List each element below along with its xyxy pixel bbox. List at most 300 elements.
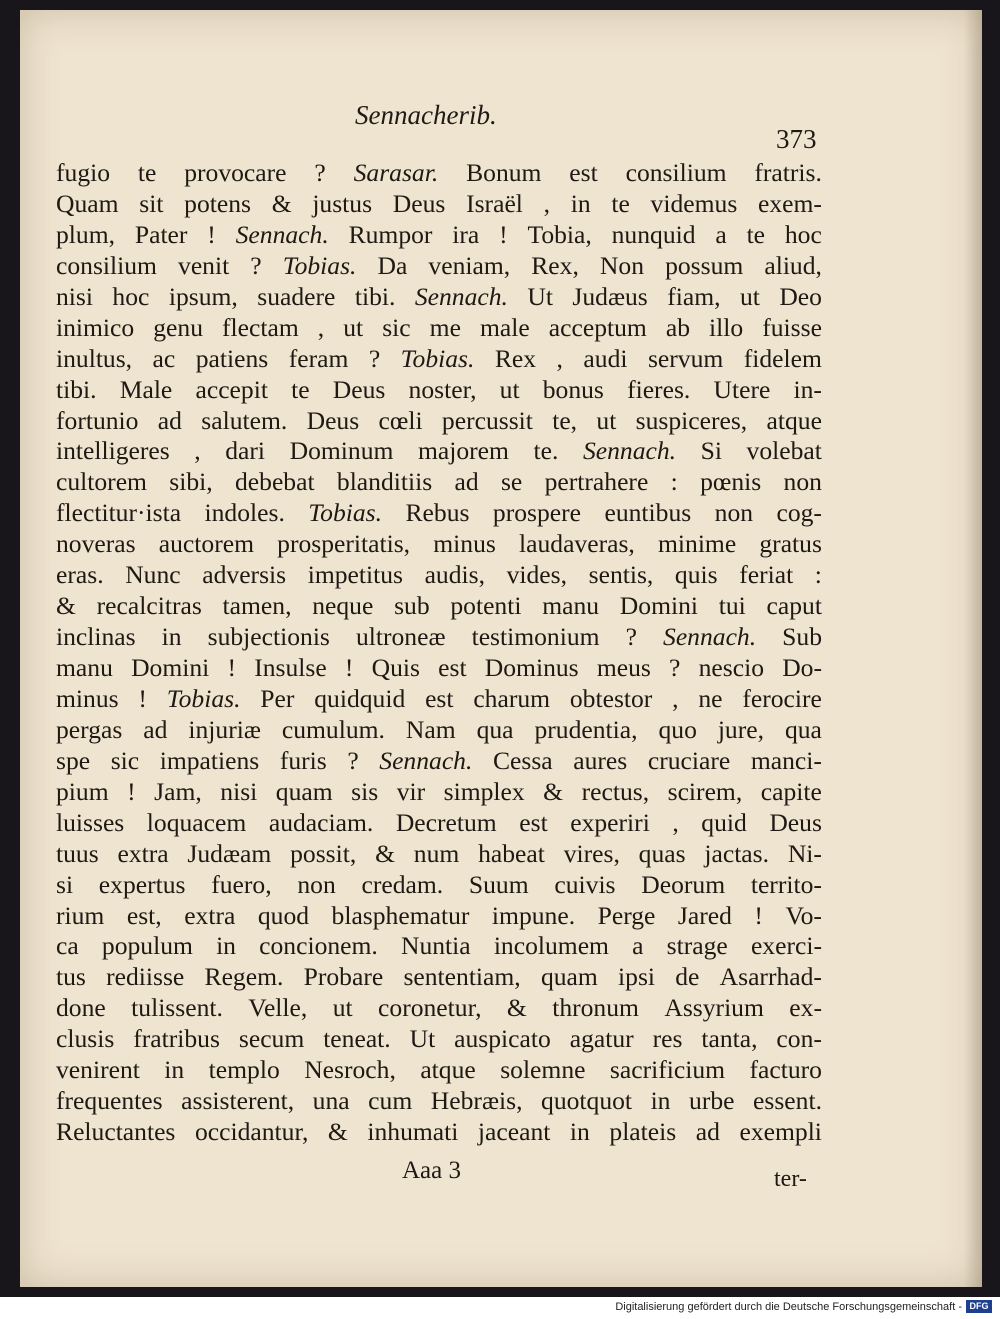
catchword: ter- bbox=[774, 1166, 807, 1192]
word: tanta, bbox=[701, 1024, 758, 1054]
text-line bbox=[56, 931, 822, 962]
word: in- bbox=[793, 374, 822, 404]
word: sic bbox=[382, 312, 411, 342]
word: nescio bbox=[698, 653, 764, 682]
word: habeat bbox=[478, 838, 545, 868]
text-line bbox=[56, 715, 822, 746]
word: urbe bbox=[689, 1086, 735, 1116]
text-line bbox=[56, 591, 822, 622]
word: accepit bbox=[195, 374, 268, 404]
word: Nam bbox=[405, 714, 456, 744]
word: atque bbox=[766, 405, 822, 435]
word: tuus bbox=[56, 838, 99, 868]
word: : bbox=[670, 467, 678, 497]
word: experiri bbox=[570, 807, 650, 837]
word: prudentia, bbox=[534, 714, 638, 744]
word: a bbox=[632, 931, 644, 961]
word: Rex, bbox=[531, 250, 579, 280]
word: ut bbox=[499, 374, 520, 404]
word: , bbox=[672, 807, 679, 837]
word: sententiam, bbox=[403, 962, 521, 992]
word: extra bbox=[184, 900, 236, 930]
word: ? bbox=[250, 250, 262, 280]
word: facturo bbox=[749, 1055, 822, 1085]
word: possum bbox=[665, 250, 744, 280]
word: Judæus bbox=[572, 281, 648, 311]
word: est bbox=[519, 807, 548, 837]
word: fiam, bbox=[667, 281, 721, 311]
word: expertus bbox=[98, 869, 186, 899]
word: genu bbox=[153, 312, 203, 342]
word: audis, bbox=[424, 560, 485, 590]
text-line bbox=[56, 993, 822, 1024]
word: pertrahere bbox=[544, 467, 649, 497]
word: consilium bbox=[625, 158, 727, 187]
word: fuero, bbox=[211, 869, 272, 899]
word: essent. bbox=[753, 1086, 822, 1116]
word: sit bbox=[139, 188, 164, 218]
word: Hebræis, bbox=[430, 1086, 523, 1116]
word: scirem, bbox=[667, 776, 743, 806]
word: quas bbox=[638, 838, 686, 868]
word: potens bbox=[184, 188, 251, 218]
speaker-name: Sennach. bbox=[414, 281, 508, 311]
word: Reluctantes bbox=[56, 1117, 176, 1147]
word: in bbox=[164, 1055, 185, 1085]
text-line bbox=[56, 189, 822, 220]
text-line bbox=[56, 1024, 822, 1055]
word: Probare bbox=[303, 962, 384, 992]
word: noveras bbox=[56, 529, 136, 559]
word: illo bbox=[709, 312, 744, 342]
word: pœnis bbox=[700, 467, 762, 497]
word: ne bbox=[698, 683, 723, 713]
speaker-name: Sennach. bbox=[663, 622, 757, 652]
word: subjectionis bbox=[207, 622, 330, 652]
word: aliud, bbox=[764, 250, 822, 280]
word: sub bbox=[394, 591, 430, 621]
word: cumulum. bbox=[281, 714, 385, 744]
word: Jared bbox=[677, 900, 732, 930]
word: Rebus bbox=[405, 498, 470, 528]
word: Sub bbox=[782, 622, 822, 652]
word: se bbox=[500, 467, 523, 497]
word: impatiens bbox=[159, 745, 260, 775]
word: est bbox=[425, 683, 454, 713]
word: est bbox=[438, 653, 467, 682]
word: noster, bbox=[408, 374, 477, 404]
word: in bbox=[216, 931, 236, 961]
word: suadere bbox=[257, 281, 336, 311]
word: jure, bbox=[717, 714, 765, 744]
word: Insulse bbox=[254, 653, 327, 682]
word: num bbox=[413, 838, 460, 868]
word: in bbox=[161, 622, 182, 652]
speaker-name: Sennach. bbox=[582, 436, 677, 466]
word: testimonium bbox=[471, 622, 600, 652]
word: dari bbox=[225, 436, 266, 466]
word: possit, bbox=[290, 838, 357, 868]
word: potenti bbox=[450, 591, 522, 621]
word: ? bbox=[347, 745, 359, 775]
word: salutem. bbox=[201, 405, 288, 435]
word: jaceant bbox=[477, 1117, 551, 1147]
word: incolumem bbox=[493, 931, 609, 961]
word: adversis bbox=[202, 560, 287, 590]
word: Domini bbox=[131, 653, 210, 682]
word: ut bbox=[343, 312, 364, 342]
word: blasphematur bbox=[331, 900, 470, 930]
word: pergas bbox=[56, 714, 123, 744]
word: audaciam. bbox=[268, 807, 374, 837]
word: acceptum bbox=[548, 312, 647, 342]
word: manu bbox=[542, 591, 600, 621]
word: inhumati bbox=[367, 1117, 459, 1147]
text-line bbox=[56, 282, 822, 313]
word: una bbox=[312, 1086, 350, 1116]
word: recalcitras bbox=[96, 591, 202, 621]
word: quam bbox=[540, 962, 598, 992]
word: non bbox=[714, 498, 754, 528]
word: Utere bbox=[713, 374, 771, 404]
word: Cessa bbox=[492, 745, 553, 775]
text-line bbox=[56, 622, 822, 653]
word: , bbox=[194, 436, 201, 466]
word: fratribus bbox=[133, 1024, 220, 1054]
word: nisi bbox=[56, 281, 93, 311]
word: in bbox=[570, 188, 591, 218]
word: audi bbox=[583, 343, 628, 373]
word: ? bbox=[625, 622, 637, 652]
word: ad bbox=[157, 405, 182, 435]
word: Assyrium bbox=[664, 993, 764, 1023]
word: justus bbox=[312, 188, 373, 218]
word: cultorem bbox=[56, 467, 147, 497]
word: con- bbox=[776, 1024, 822, 1054]
word: aures bbox=[573, 745, 628, 775]
digitization-credit: Digitalisierung gefördert durch die Deutsche Forschungsgemeinschaft - bbox=[615, 1301, 962, 1313]
word: teneat. bbox=[323, 1024, 391, 1054]
text-line bbox=[56, 901, 822, 932]
word: tibi. bbox=[354, 281, 396, 311]
word: Deus bbox=[332, 374, 386, 404]
word: debebat bbox=[234, 467, 315, 497]
text-line bbox=[56, 251, 822, 282]
word: Da bbox=[377, 250, 408, 280]
word: te bbox=[611, 188, 630, 218]
word: Per bbox=[260, 683, 295, 713]
word: Quis bbox=[371, 653, 420, 682]
word: me bbox=[429, 312, 461, 342]
word: indoles. bbox=[204, 498, 285, 528]
word: Ni- bbox=[787, 838, 822, 868]
page-number: 373 bbox=[776, 124, 817, 154]
word: ad bbox=[143, 714, 168, 744]
word: Perge bbox=[597, 900, 656, 930]
dfg-logo: DFG bbox=[966, 1300, 992, 1313]
word: ! bbox=[754, 900, 763, 930]
word: tui bbox=[718, 591, 746, 621]
word: fuisse bbox=[762, 312, 822, 342]
word: ira bbox=[452, 219, 480, 249]
text-line bbox=[56, 220, 822, 251]
word: Ut bbox=[409, 1024, 436, 1054]
word: Do- bbox=[782, 653, 822, 682]
word: Suum bbox=[468, 869, 529, 899]
word: est bbox=[569, 158, 598, 187]
word: cœli bbox=[378, 405, 423, 435]
word: auctorem bbox=[158, 529, 254, 559]
word: hoc bbox=[784, 219, 822, 249]
word: Nesroch, bbox=[304, 1055, 396, 1085]
word: occidantur, bbox=[194, 1117, 309, 1147]
text-line bbox=[56, 1055, 822, 1086]
word: frequentes bbox=[56, 1086, 163, 1116]
word: prospere bbox=[492, 498, 582, 528]
word: tulissent. bbox=[131, 993, 223, 1023]
speaker-name: Tobias. bbox=[282, 250, 357, 280]
word: Regem. bbox=[204, 962, 284, 992]
word: clusis bbox=[56, 1024, 115, 1054]
word: impetitus bbox=[307, 560, 403, 590]
word: Si bbox=[700, 436, 722, 466]
word: gratus bbox=[759, 529, 822, 559]
word: sentis, bbox=[588, 560, 654, 590]
word: Israël bbox=[466, 188, 523, 218]
word: Tobia, bbox=[527, 219, 592, 249]
word: Decretum bbox=[395, 807, 497, 837]
word: Deorum bbox=[641, 869, 726, 899]
word: de bbox=[675, 962, 700, 992]
word: ca bbox=[56, 931, 79, 961]
word: , bbox=[317, 312, 325, 342]
word: a bbox=[715, 219, 727, 249]
word: cum bbox=[368, 1086, 413, 1116]
word: obtestor bbox=[569, 683, 653, 713]
word: si bbox=[56, 869, 74, 899]
speaker-name: Tobias. bbox=[166, 683, 241, 713]
word: fieres. bbox=[627, 374, 691, 404]
word: strage bbox=[666, 931, 728, 961]
word: luisses bbox=[56, 807, 125, 837]
word: rediisse bbox=[106, 962, 185, 992]
word: Judæam bbox=[187, 838, 272, 868]
word: patiens bbox=[195, 343, 269, 373]
word: inimico bbox=[56, 312, 135, 342]
word: ab bbox=[665, 312, 691, 342]
word: servum bbox=[647, 343, 724, 373]
word: ex- bbox=[789, 993, 822, 1023]
text-line bbox=[56, 560, 822, 591]
word: Jam, bbox=[154, 776, 202, 806]
word: quid bbox=[701, 807, 747, 837]
word: & bbox=[56, 591, 76, 621]
signature-mark: Aaa 3 bbox=[402, 1157, 461, 1184]
word: prosperitatis, bbox=[277, 529, 411, 559]
word: cruciare bbox=[647, 745, 731, 775]
word: consilium bbox=[56, 250, 157, 280]
word: minus bbox=[56, 683, 119, 713]
word: quo bbox=[658, 714, 697, 744]
word: tus bbox=[56, 962, 86, 992]
word: ipsi bbox=[618, 962, 656, 992]
word: inclinas bbox=[56, 622, 136, 652]
word: thronum bbox=[552, 993, 639, 1023]
speaker-name: Tobias. bbox=[308, 498, 383, 528]
word: quam bbox=[275, 776, 333, 806]
word: majorem bbox=[417, 436, 509, 466]
word: Ut bbox=[527, 281, 553, 311]
word: agatur bbox=[569, 1024, 634, 1054]
word: tamen, bbox=[222, 591, 292, 621]
word: suspiceres, bbox=[635, 405, 748, 435]
word: ! bbox=[499, 219, 508, 249]
word: done bbox=[56, 993, 106, 1023]
word: qua bbox=[476, 714, 514, 744]
word: in bbox=[569, 1117, 590, 1147]
word: te bbox=[291, 374, 310, 404]
word: ! bbox=[207, 219, 216, 249]
word: Non bbox=[599, 250, 644, 280]
word: ut bbox=[596, 405, 617, 435]
word: vides, bbox=[506, 560, 568, 590]
text-line bbox=[56, 158, 822, 189]
text-line bbox=[56, 436, 822, 467]
word: feriat bbox=[739, 560, 794, 590]
body-text bbox=[56, 158, 822, 1148]
word: plateis bbox=[609, 1117, 677, 1147]
word: res bbox=[652, 1024, 683, 1054]
word: capite bbox=[760, 776, 822, 806]
word: te bbox=[746, 219, 766, 249]
word: cuivis bbox=[554, 869, 616, 899]
word: quidquid bbox=[314, 683, 406, 713]
word: fratris. bbox=[754, 158, 822, 187]
word: Deo bbox=[779, 281, 822, 311]
word: ad bbox=[454, 467, 479, 497]
word: & bbox=[543, 776, 564, 806]
text-line bbox=[56, 870, 822, 901]
word: credam. bbox=[361, 869, 444, 899]
text-line bbox=[56, 1086, 822, 1117]
word: nisi bbox=[220, 776, 258, 806]
word: Deus bbox=[306, 405, 360, 435]
word: non bbox=[297, 869, 336, 899]
word: Asarrhad- bbox=[719, 962, 822, 992]
word: manci- bbox=[750, 745, 822, 775]
word: jactas. bbox=[704, 838, 770, 868]
text-line bbox=[56, 375, 822, 406]
word: auspicato bbox=[454, 1024, 551, 1054]
word: Quam bbox=[56, 188, 119, 218]
speaker-name: Sennach. bbox=[235, 219, 329, 249]
text-line bbox=[56, 406, 822, 437]
word: ! bbox=[227, 653, 236, 682]
word: vires, bbox=[563, 838, 620, 868]
word: atque bbox=[420, 1055, 476, 1085]
word: simplex bbox=[443, 776, 525, 806]
word: Rumpor bbox=[348, 219, 433, 249]
word: , bbox=[672, 683, 679, 713]
word: meus bbox=[596, 653, 651, 682]
word: Bonum bbox=[466, 158, 542, 187]
word: quod bbox=[257, 900, 310, 930]
word: sis bbox=[351, 776, 379, 806]
text-line bbox=[56, 653, 822, 684]
word: veniam, bbox=[428, 250, 511, 280]
word: , bbox=[556, 343, 563, 373]
word: Male bbox=[119, 374, 173, 404]
word: ! bbox=[127, 776, 136, 806]
speaker-name: Sarasar. bbox=[353, 158, 439, 187]
word: inultus, bbox=[56, 343, 133, 373]
text-line bbox=[56, 808, 822, 839]
word: ipsum, bbox=[168, 281, 238, 311]
word: male bbox=[479, 312, 530, 342]
word: hoc bbox=[112, 281, 150, 311]
word: sic bbox=[110, 745, 140, 775]
word: tibi. bbox=[56, 374, 97, 404]
word: furis bbox=[279, 745, 327, 775]
word: ! bbox=[138, 683, 147, 713]
word: fidelem bbox=[743, 343, 822, 373]
word: impune. bbox=[491, 900, 576, 930]
word: neque bbox=[312, 591, 374, 621]
word: Velle, bbox=[248, 993, 308, 1023]
word: provocare bbox=[184, 158, 287, 187]
word: ac bbox=[152, 343, 176, 373]
speaker-name: Sennach. bbox=[379, 745, 473, 775]
word: territo- bbox=[750, 869, 822, 899]
word: bonus bbox=[542, 374, 604, 404]
word: minus bbox=[433, 529, 496, 559]
word: caput bbox=[766, 591, 822, 621]
word: Dominum bbox=[289, 436, 394, 466]
word: ! bbox=[344, 653, 354, 682]
text-line bbox=[56, 746, 822, 777]
word: Nuntia bbox=[400, 931, 471, 961]
word: Nunc bbox=[125, 560, 181, 590]
word: ? bbox=[669, 653, 681, 682]
text-line bbox=[56, 344, 822, 375]
word: solemne bbox=[500, 1055, 586, 1085]
word: secum bbox=[238, 1024, 305, 1054]
word: Pater bbox=[134, 219, 188, 249]
word: plum, bbox=[56, 219, 116, 249]
word: Deus bbox=[769, 807, 822, 837]
word: cog- bbox=[776, 498, 822, 528]
text-line bbox=[56, 962, 822, 993]
word: Rex bbox=[494, 343, 537, 373]
word: ? bbox=[368, 343, 381, 373]
word: est, bbox=[126, 900, 162, 930]
word: & bbox=[327, 1117, 348, 1147]
word: te. bbox=[533, 436, 559, 466]
word: pium bbox=[56, 776, 109, 806]
text-line bbox=[56, 529, 822, 560]
word: non bbox=[783, 467, 822, 497]
running-head: Sennacherib. bbox=[355, 100, 497, 130]
word: Vo- bbox=[785, 900, 822, 930]
word: qua bbox=[784, 714, 822, 744]
word: loquacem bbox=[146, 807, 247, 837]
word: in bbox=[650, 1086, 671, 1116]
word: exerci- bbox=[750, 931, 822, 961]
word: rium bbox=[56, 900, 105, 930]
word: fugio bbox=[56, 158, 111, 187]
word: te bbox=[137, 158, 157, 187]
word: spe bbox=[56, 745, 91, 775]
